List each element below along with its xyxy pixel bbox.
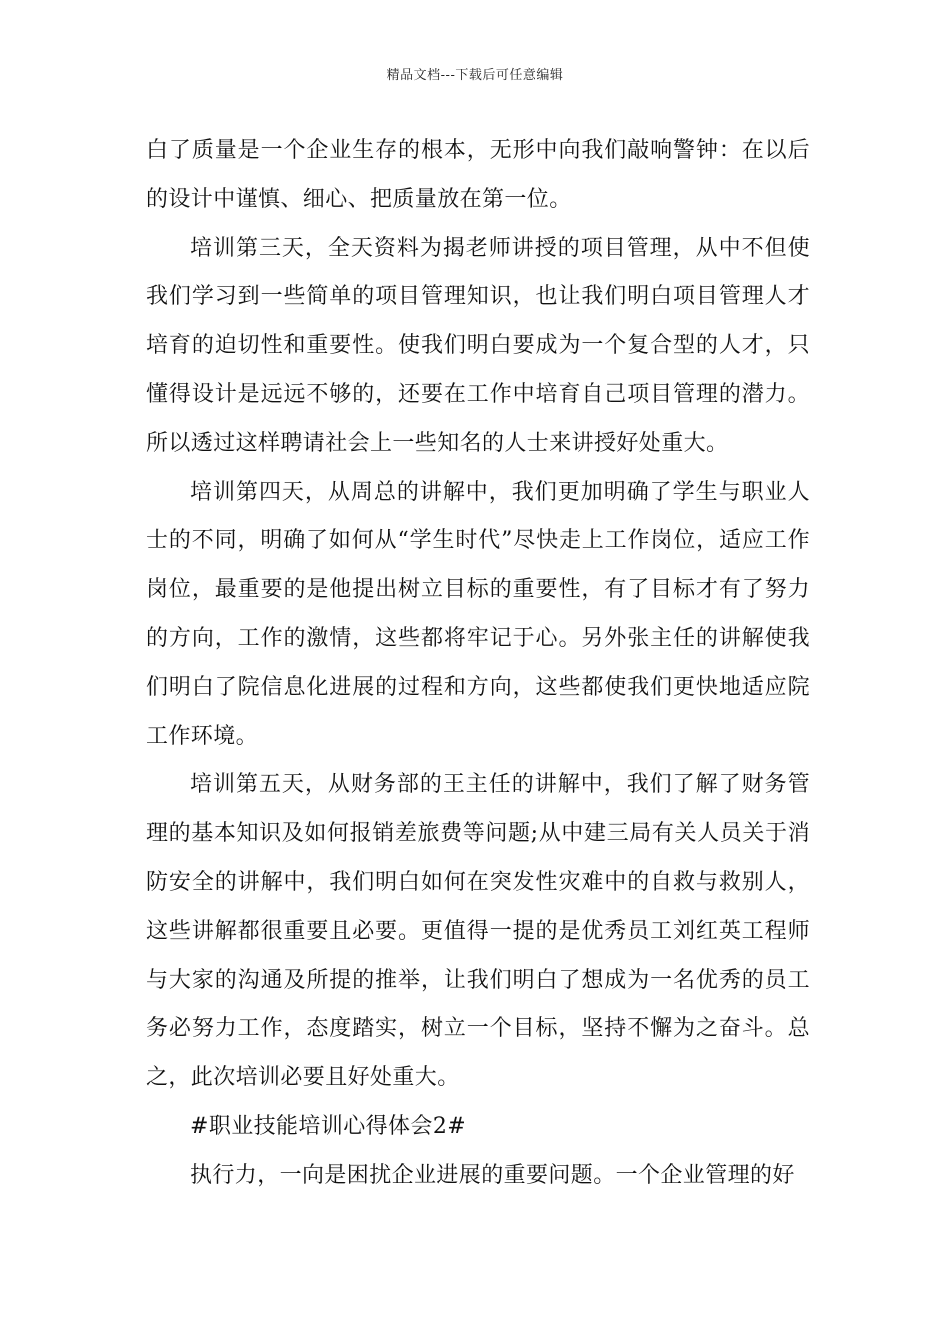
paragraph-execution: 执行力，一向是困扰企业进展的重要问题。一个企业管理的好 [190, 1162, 795, 1188]
paragraph-day-four: 培训第四天，从周总的讲解中，我们更加明确了学生与职业人士的不同，明确了如何从“学生时代”尽快走上工作岗位，适应工作岗位，最重要的是他提出树立目标的重要性，有了目标才有了努力的方向，工作的激情，这些都将牢记于心。另外张主任的讲解使我们明白了院信息化进展的过程和方向，这些都使我们更快地适应院工作环境。 [146, 479, 810, 749]
section-heading: #职业技能培训心得体会2# [190, 1113, 467, 1139]
document-body [146, 127, 810, 1201]
paragraph-day-three: 培训第三天，全天资料为揭老师讲授的项目管理，从中不但使我们学习到一些简单的项目管理知识，也让我们明白项目管理人才培育的迫切性和重要性。使我们明白要成为一个复合型的人才，只懂得设计是远远不够的，还要在工作中培育自己项目管理的潜力。所以透过这样聘请社会上一些知名的人士来讲授好处重大。 [146, 235, 810, 456]
page-header: 精品文档---下载后可任意编辑 [386, 68, 564, 83]
paragraph-continuation: 白了质量是一个企业生存的根本，无形中向我们敲响警钟：在以后的设计中谨慎、细心、把质量放在第一位。 [146, 138, 810, 212]
paragraph-day-five: 培训第五天，从财务部的王主任的讲解中，我们了解了财务管理的基本知识及如何报销差旅费等问题;从中建三局有关人员关于消防安全的讲解中，我们明白如何在突发性灾难中的自救与救别人，这些讲解都很重要且必要。更值得一提的是优秀员工刘红英工程师与大家的沟通及所提的推举，让我们明白了想成为一名优秀的员工务必努力工作，态度踏实，树立一个目标，坚持不懈为之奋斗。总之，此次培训必要且好处重大。 [146, 772, 810, 1091]
